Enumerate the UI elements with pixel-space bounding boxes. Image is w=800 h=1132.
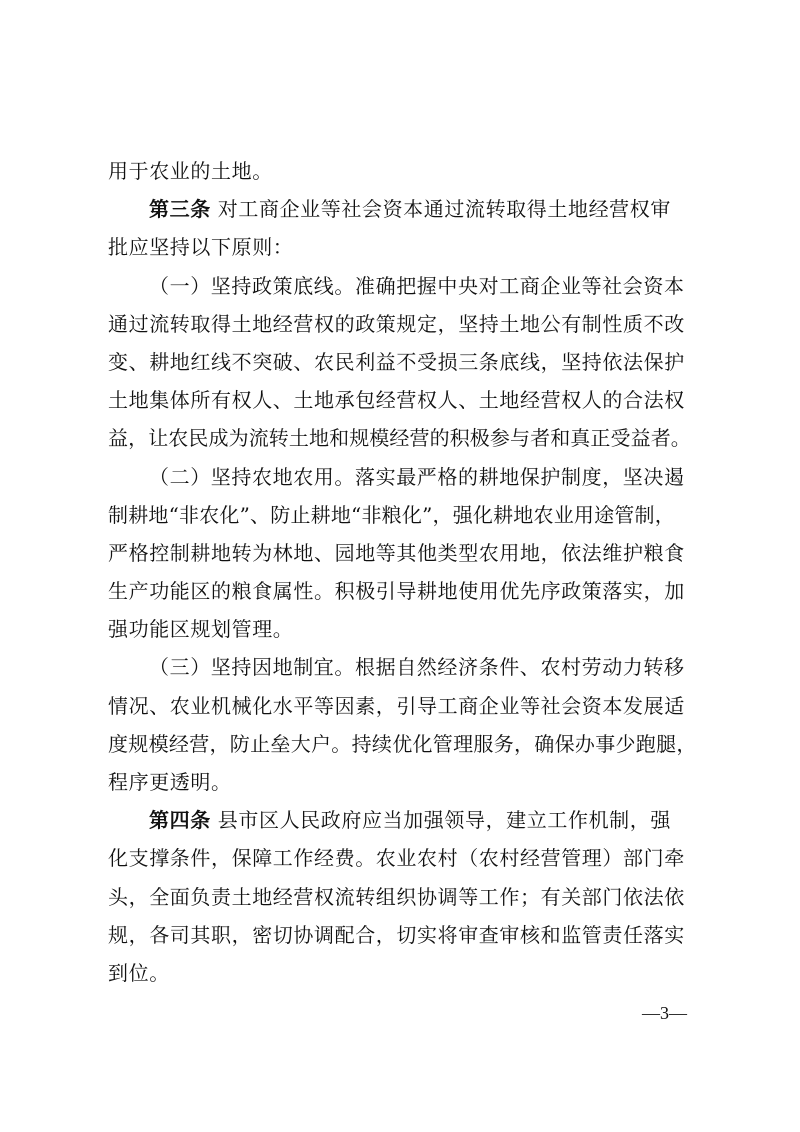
text-line: 通过流转取得土地经营权的政策规定，坚持土地公有制性质不改: [108, 311, 685, 336]
text-line: 制耕地“非农化”、防止耕地“非粮化”，强化耕地农业用途管制，: [108, 502, 675, 527]
text-line: （一）坚持政策底线。准确把握中央对工商企业等社会资本: [149, 273, 685, 298]
page-number: —3—: [642, 1003, 687, 1023]
text-line: 生产功能区的粮食属性。积极引导耕地使用优先序政策落实，加: [108, 579, 685, 604]
article-heading: 第四条: [149, 808, 211, 833]
text-line: 变、耕地红线不突破、农民利益不受损三条底线，坚持依法保护: [108, 349, 685, 374]
text-line: 程序更透明。: [108, 770, 232, 794]
text-line: 规，各司其职，密切协调配合，切实将审查审核和监管责任落实: [108, 922, 685, 947]
text-line: 头，全面负责土地经营权流转组织协调等工作；有关部门依法依: [108, 884, 685, 909]
text-line: 情况、农业机械化水平等因素，引导工商企业等社会资本发展适: [108, 693, 685, 718]
article-heading: 第三条: [149, 197, 211, 222]
text-line: 益，让农民成为流转土地和规模经营的积极参与者和真正受益者。: [108, 426, 691, 451]
document-body: [108, 152, 704, 992]
text-line: （二）坚持农地农用。落实最严格的耕地保护制度，坚决遏: [149, 464, 685, 489]
article-3-heading-line: [108, 190, 704, 228]
text-line: 强功能区规划管理。: [108, 617, 294, 642]
text-line: （三）坚持因地制宜。根据自然经济条件、农村劳动力转移: [149, 655, 685, 680]
text-line: 严格控制耕地转为林地、园地等其他类型农用地，依法维护粮食: [108, 540, 685, 565]
text-line: 到位。: [108, 960, 170, 985]
article-4-heading-line: [108, 801, 704, 839]
text-line: 度规模经营，防止垒大户。持续优化管理服务，确保办事少跑腿，: [108, 731, 697, 756]
article-text: 对工商企业等社会资本通过流转取得土地经营权审: [210, 197, 671, 222]
text-line: 土地集体所有权人、土地承包经营权人、土地经营权人的合法权: [108, 388, 685, 413]
text-line: 化支撑条件，保障工作经费。农业农村（农村经营管理）部门牵: [108, 846, 685, 871]
text-line: 批应坚持以下原则：: [108, 235, 294, 260]
text-line: 用于农业的土地。: [108, 159, 273, 183]
article-text: 县市区人民政府应当加强领导，建立工作机制，强: [210, 808, 671, 833]
